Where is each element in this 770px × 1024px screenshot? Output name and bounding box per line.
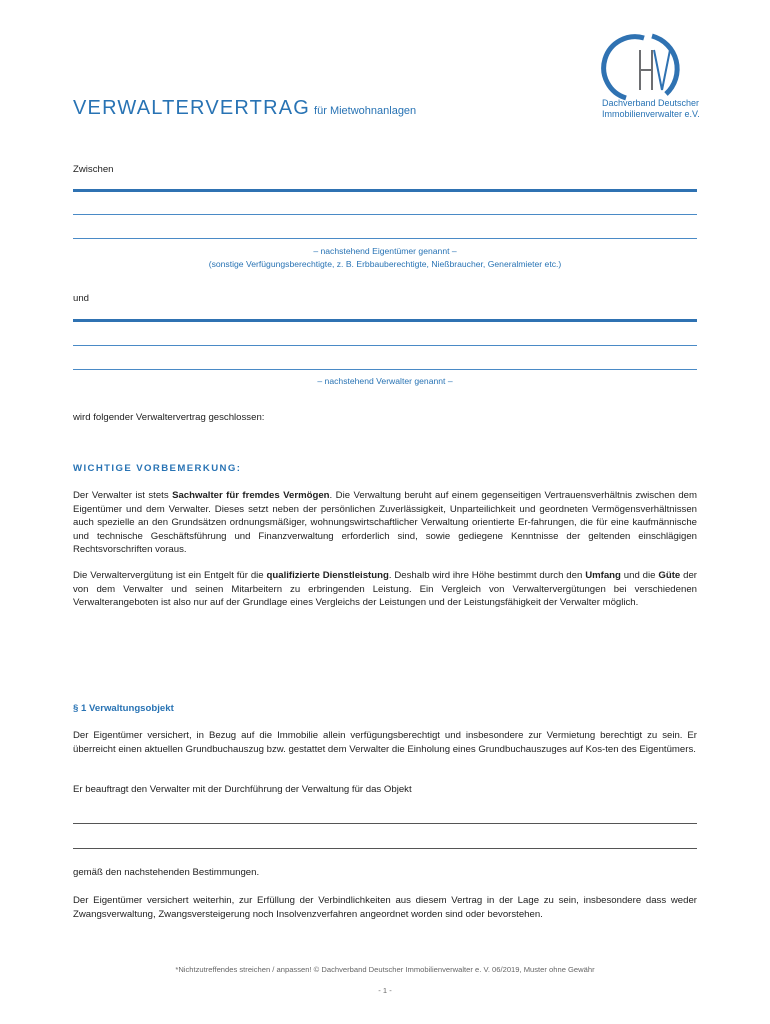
manager-line-3[interactable] <box>73 369 697 370</box>
preface-p2-g: der von dem Verwalter und seinen Mitarbeitern zu erbringenden Leistung. Ein Vergleich von Verwaltervergütungen bei verschiedenen Verwalterangeboten ist also nur auf der Grundlage eines Vergleichs der Leistungen und der Leistungsfähigkeit der Verwalter möglich. <box>73 570 697 609</box>
section-1-paragraph-2: Er beauftragt den Verwalter mit der Durchführung der Verwaltung für das Objekt <box>73 784 412 795</box>
owner-line-2[interactable] <box>73 214 697 215</box>
footer-note: *Nichtzutreffendes streichen / anpassen! © Dachverband Deutscher Immobilienverwalter e. V. 06/2019, Muster ohne Gewähr <box>175 965 595 974</box>
manager-line-2[interactable] <box>73 345 697 346</box>
logo-line-2: Immobilienverwalter e.V. <box>602 109 700 119</box>
preface-paragraph-1 <box>73 489 697 557</box>
preface-p2-e: und die <box>620 570 659 581</box>
object-line-1[interactable] <box>73 823 697 824</box>
preface-p2-bold-2: Umfang <box>585 570 621 581</box>
and-label: und <box>73 293 90 304</box>
owner-note <box>73 245 697 271</box>
document-title <box>73 97 416 120</box>
preface-p1-c: . Die Verwaltung beruht auf einem gegenseitigen Vertrauensverhältnis zwischen dem Eigentümer und dem Verwalter. Dieses setzt neben der persönlichen Zuverlässigkeit, Unparteilichkeit und geordneten Vermögensverhältnissen auch spezielle an den Grundsätzen ordnungsmäßiger, wohnungswirtschaftlicher Verwaltung orientierte Er-fahrungen, die für eine kaufmännische und technische Geschäftsführung und Finanzverwaltung erforderlich sind, sowie gediegene Kenntnisse der geltenden einschlägigen Rechtsvorschriften voraus. <box>73 490 698 556</box>
preface-paragraph-2 <box>73 569 697 610</box>
contract-concluded-text: wird folgender Verwaltervertrag geschlossen: <box>73 412 265 423</box>
logo-caption <box>602 98 700 120</box>
manager-note: – nachstehend Verwalter genannt – <box>317 376 453 386</box>
preface-heading: WICHTIGE VORBEMERKUNG: <box>73 463 242 474</box>
preface-p2-bold-3: Güte <box>658 570 681 581</box>
preface-p1-bold: Sachwalter für fremdes Vermögen <box>172 490 330 501</box>
section-1-paragraph-1: Der Eigentümer versichert, in Bezug auf die Immobilie allein verfügungsberechtigt und insbesondere zur Vermietung berechtigt zu sein. Er überreicht einen aktuellen Grundbuchauszug bzw. gestattet dem Verwalter die Einholung eines Grundbuchauszuges auf Kos-ten des Eigentümers. <box>73 730 697 755</box>
page-number: - 1 - <box>378 986 392 995</box>
between-label: Zwischen <box>73 164 114 175</box>
owner-note-line-2: (sonstige Verfügungsberechtigte, z. B. Erbbauberechtigte, Nießbraucher, Generalmieter etc.) <box>208 259 562 269</box>
title-subtitle: für Mietwohnanlagen <box>314 105 417 117</box>
preface-p2-a: Die Verwaltervergütung ist ein Entgelt für die <box>73 570 267 581</box>
owner-line-1[interactable] <box>73 189 697 192</box>
preface-p2-bold-1: qualifizierte Dienstleistung <box>266 570 389 581</box>
section-1-paragraph-4: Der Eigentümer versichert weiterhin, zur Erfüllung der Verbindlichkeiten aus diesem Vertrag in der Lage zu sein, insbesondere dass weder Zwangsverwaltung, Zwangsversteigerung noch Insolvenzverfahren angeordnet worden sind oder bevorstehen. <box>73 895 697 920</box>
logo-line-1: Dachverband Deutscher <box>602 98 700 108</box>
section-1-heading: § 1 Verwaltungsobjekt <box>73 703 174 714</box>
owner-line-3[interactable] <box>73 238 697 239</box>
preface-p1-a: Der Verwalter ist stets <box>73 490 173 501</box>
title-text: VERWALTERVERTRAG <box>73 97 311 119</box>
section-1-paragraph-3: gemäß den nachstehenden Bestimmungen. <box>73 867 260 878</box>
preface-p2-c: . Deshalb wird ihre Höhe bestimmt durch den <box>388 570 586 581</box>
manager-line-1[interactable] <box>73 319 697 322</box>
owner-note-line-1: – nachstehend Eigentümer genannt – <box>313 246 457 256</box>
object-line-2[interactable] <box>73 848 697 849</box>
